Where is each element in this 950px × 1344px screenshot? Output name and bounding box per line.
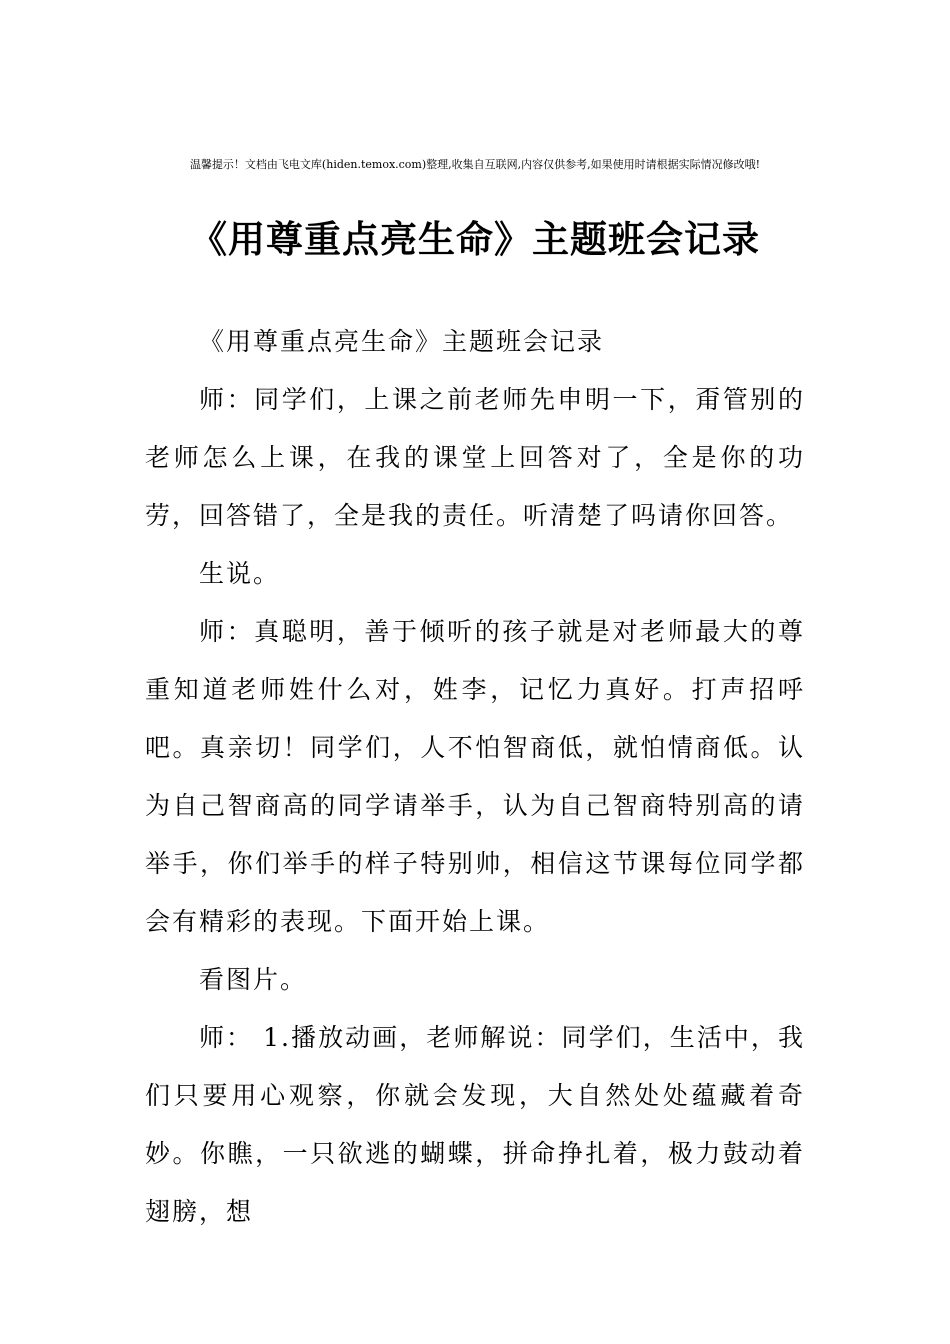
document-title: 《用尊重点亮生命》主题班会记录 (190, 216, 760, 261)
paragraph-teacher-intro: 师：同学们，上课之前老师先申明一下，甭管别的老师怎么上课，在我的课堂上回答对了，全是你的功劳，回答错了，全是我的责任。听清楚了吗请你回答。 (145, 385, 805, 530)
document-body (145, 313, 805, 1241)
paragraph-student-reply: 生说。 (199, 559, 281, 588)
source-notice: 温馨提示！文档由飞电文库(hiden.temox.com)整理,收集自互联网,内容仅供参考,如果使用时请根据实际情况修改哦! (189, 158, 761, 171)
paragraph-teacher-animation: 师： 1.播放动画，老师解说：同学们，生活中，我们只要用心观察，你就会发现，大自然处处蕴藏着奇妙。你瞧，一只欲逃的蝴蝶，拼命挣扎着，极力鼓动着翅膀，想 (145, 1023, 805, 1226)
paragraph-teacher-praise: 师：真聪明，善于倾听的孩子就是对老师最大的尊重知道老师姓什么对，姓李，记忆力真好。打声招呼吧。真亲切！同学们，人不怕智商低，就怕情商低。认为自己智商高的同学请举手，认为自己智商特别高的请举手，你们举手的样子特别帅，相信这节课每位同学都会有精彩的表现。下面开始上课。 (145, 617, 805, 936)
paragraph-subtitle: 《用尊重点亮生命》主题班会记录 (199, 327, 605, 356)
paragraph-look-at-pictures: 看图片。 (199, 965, 308, 994)
